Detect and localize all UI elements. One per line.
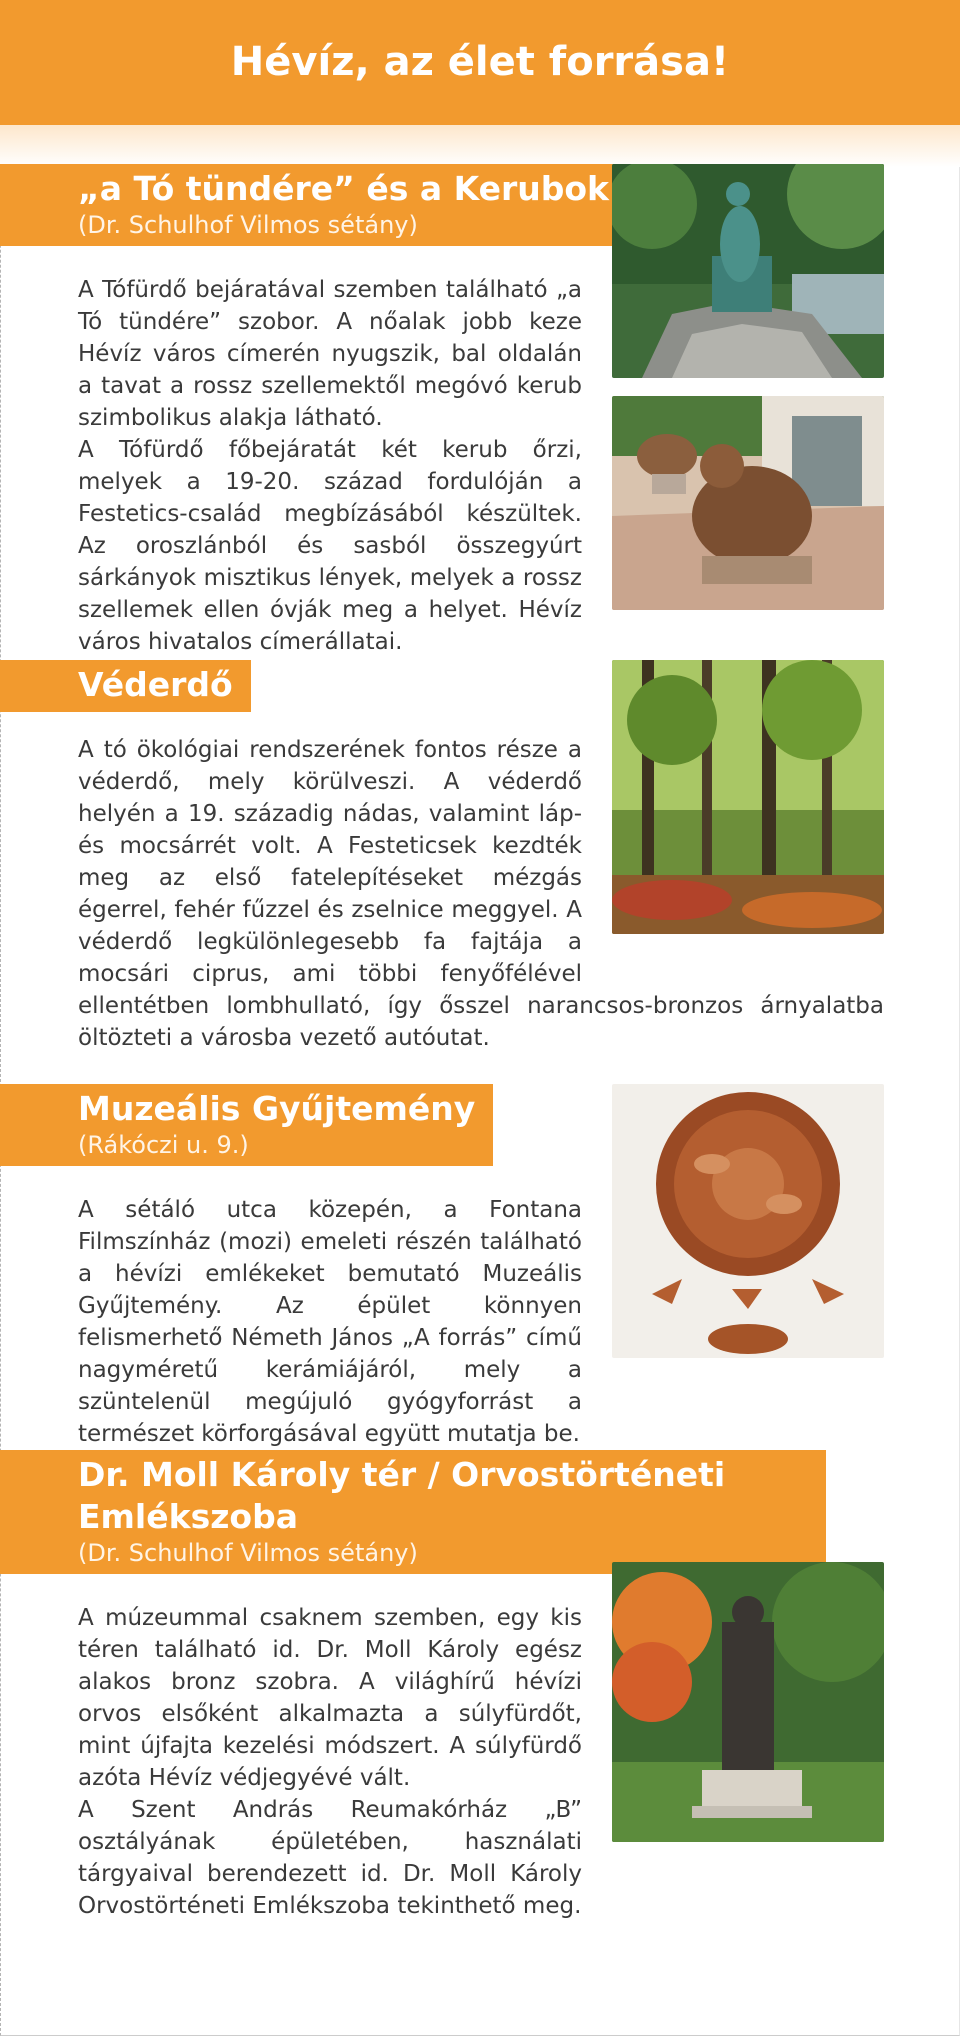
- section-title: Muzeális Gyűjtemény: [78, 1089, 476, 1128]
- paragraph: A Tófürdő bejáratával szemben található „a Tó tündére” szobor. A nőalak jobb keze Hévíz város címerén nyugszik, bal oldalán a tavat a rossz szellemektől megóvó kerub szimbolikus alakja látható.: [78, 277, 582, 431]
- statue-photo: [612, 164, 884, 378]
- section-title: „a Tó tündére” és a Kerubok: [78, 169, 609, 208]
- section-body: [78, 1602, 582, 1922]
- section-title-box: [0, 660, 251, 712]
- forest-photo: [612, 660, 884, 934]
- section-subtitle: (Dr. Schulhof Vilmos sétány): [78, 211, 418, 239]
- section-title-box: [0, 1450, 826, 1574]
- paragraph: A tó ökológiai rendszerének fontos része a véderdő, mely körülveszi. A véderdő helyén a 19. századig nádas, valamint láp- és mocsárrét volt. A Festeticsek kezdték meg az első fatelepítéseket mézgás égerrel, fehér fűzzel és zselnice meggyel. A véderdő legkülönlegesebb fa fajtája a mocsári ciprus, ami többi fenyőfélével ellentétben lombhullató, így ősszel narancsos-bronzos árnyalatba öltözteti a városba vezető autóutat.: [78, 737, 884, 1051]
- section-title: Véderdő: [78, 665, 233, 704]
- section-subtitle: (Dr. Schulhof Vilmos sétány): [78, 1539, 418, 1567]
- section-title-box: [0, 164, 627, 246]
- section-title: Dr. Moll Károly tér / Orvostörténeti Emlékszoba: [78, 1455, 726, 1536]
- paragraph: A sétáló utca közepén, a Fontana Filmszínház (mozi) emeleti részén található a hévízi emlékeket bemutató Muzeális Gyűjtemény. Az épület könnyen felismerhető Németh János „A forrás” című nagyméretű kerámiájáról, mely a szüntelenül megújuló gyógyforrást a természet körforgásával együtt mutatja be.: [78, 1197, 582, 1447]
- header-banner: [0, 0, 960, 125]
- paragraph: A Tófürdő főbejáratát két kerub őrzi, melyek a 19-20. század fordulóján a Festetics-család megbízásából készültek. Az oroszlánból és sasból összegyúrt sárkányok misztikus lények, melyek a rossz szellemek ellen óvják meg a helyet. Hévíz város hivatalos címerállatai.: [78, 437, 582, 655]
- header-fade: [0, 125, 960, 167]
- bronze-statue-photo: [612, 1562, 884, 1842]
- section-subtitle: (Rákóczi u. 9.): [78, 1131, 249, 1159]
- section-title-box: [0, 1084, 493, 1166]
- section-body: [78, 1194, 582, 1450]
- paragraph: A Szent András Reumakórház „B” osztályának épületében, használati tárgyaival berendezett id. Dr. Moll Károly Orvostörténeti Emlékszoba tekinthető meg.: [78, 1797, 582, 1919]
- ceramic-photo: [612, 1084, 884, 1358]
- cherub-photo: [612, 396, 884, 610]
- page-title: Hévíz, az élet forrása!: [230, 39, 730, 85]
- section-body: [78, 274, 582, 658]
- paragraph: A múzeummal csaknem szemben, egy kis téren található id. Dr. Moll Károly egész alakos bronz szobra. A világhírű hévízi orvos elsőként alkalmazta a súlyfürdőt, mint újfajta kezelési módszert. A súlyfürdő azóta Hévíz védjegyévé vált.: [78, 1605, 582, 1791]
